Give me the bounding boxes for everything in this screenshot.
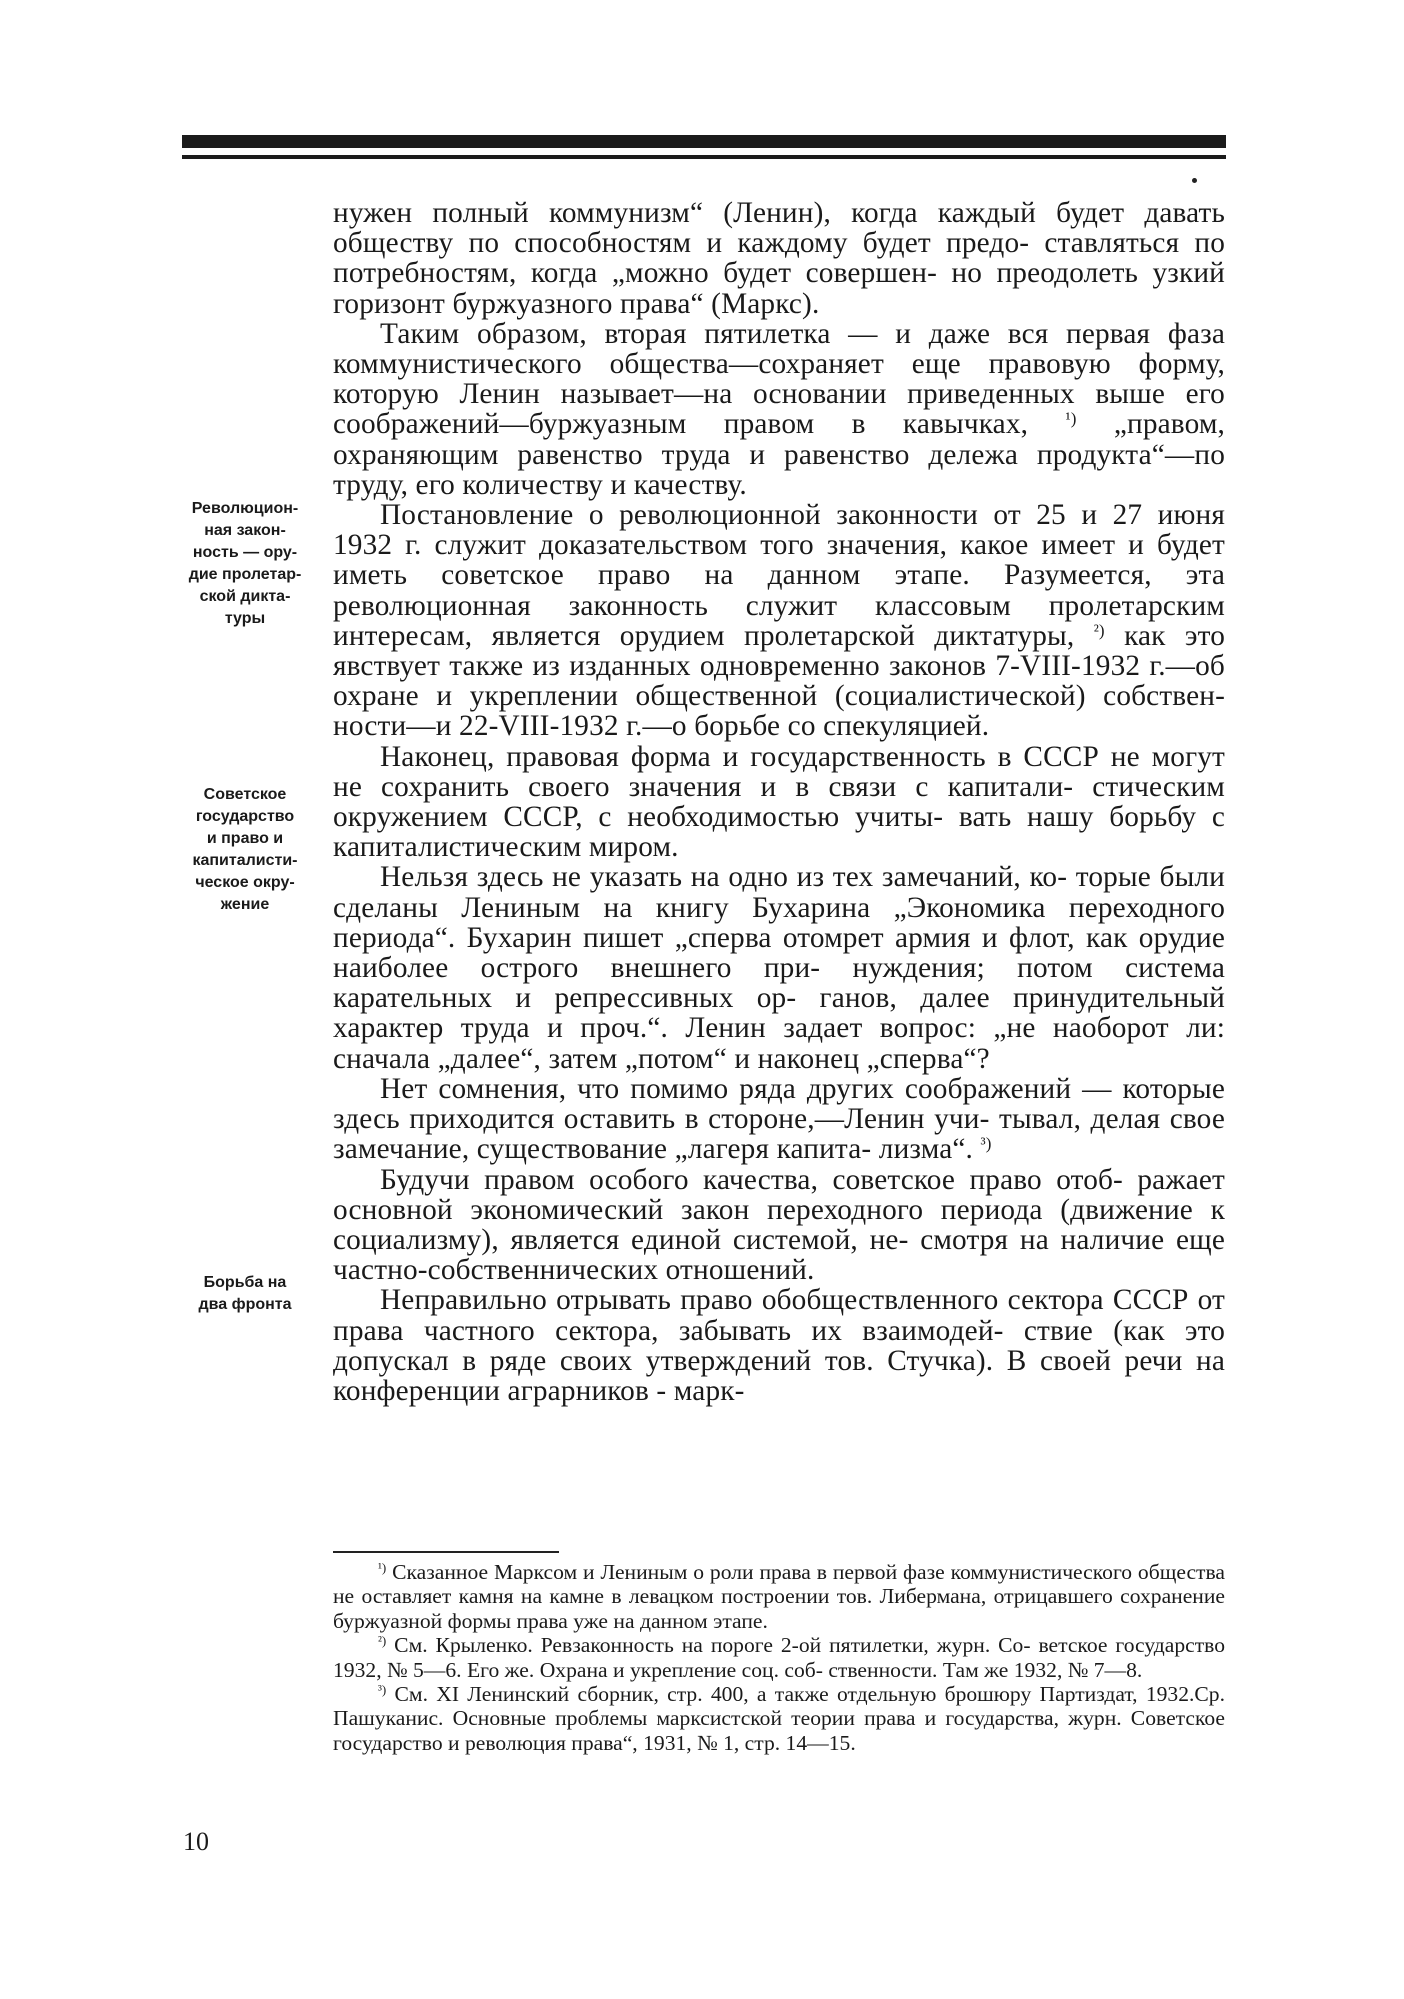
footnote-ref-1: ¹) xyxy=(1065,409,1077,429)
side-note-revolutionary-legality: Революцион- ная закон- ность — ору- дие пролетар- ской дикта- туры xyxy=(188,500,302,627)
paragraph-5: Нельзя здесь не указать на одно из тех замечаний, ко- торые были сделаны Лениным на книгу Бухарина „Экономика переходного периода“. Бухарин пишет „сперва отомрет армия и флот, как орудие наиболее острого внешнего при- нуждения; потом система карательных и репрессивных ор- ганов, далее принудительный характер труда и проч.“. Ленин задает вопрос: „не наоборот ли: сначала „далее“, затем „потом“ и наконец „сперва“? xyxy=(333,861,1226,1075)
header-rule-thin xyxy=(182,155,1226,159)
paragraph-6: Нет сомнения, что помимо ряда других соображений — которые здесь приходится оставить в стороне,—Ленин учи- тывал, делая свое замечание, существование „лагеря капита- лизма“. $^{^3)}$ xyxy=(333,1072,1225,1166)
footnote-separator xyxy=(333,1551,559,1553)
side-note-soviet-state: Советское государство и право и капиталисти- ческое окру- жение xyxy=(192,786,298,913)
footnote-2: $^{^2)}$ См. Крыленко. Ревзаконность на пороге 2-ой пятилетки, журн. Со- ветское государство 1932, № 5—6. Его же. Охрана и укрепление соц. соб- ственности. Там же 1932, № 7—8. xyxy=(333,1633,1226,1682)
paragraph-1: нужен полный коммунизм“ (Ленин), когда каждый будет давать обществу по способностям и каждому будет предо- ставляться по потребностям, когда „можно будет совершен- но преодолеть узкий горизонт буржуазного права“ (Маркс). xyxy=(333,197,1226,320)
footnote-ref-3: ³) xyxy=(980,1134,992,1154)
page-number: 10 xyxy=(183,1827,209,1856)
side-note-two-fronts: Борьба на два фронта xyxy=(198,1274,292,1313)
header-rule-thick xyxy=(182,135,1226,148)
footnote-1: $^{^1)}$ Сказанное Марксом и Лениным о роли права в первой фазе коммунистического общества не оставляет камня на камне в левацком построении тов. Либермана, отрицавшего сохранение буржуазной формы права уже на данном этапе. xyxy=(333,1560,1226,1633)
paragraph-7: Будучи правом особого качества, советское право отоб- ражает основной экономический закон переходного периода (движение к социализму), является единой системой, не- смотря на наличие еще частно-собственнических отношений. xyxy=(333,1163,1225,1287)
paragraph-3: Постановление о революционной законности от 25 и 27 июня 1932 г. служит доказательством того значения, какое имеет и будет иметь советское право на данном этапе. Разумеется, эта революционная законность служит классовым пролетарским интересам, является орудием пролетарской диктатуры, $^{^2)}$ как это явствует также из изданных одновременно законов 7-VIII-1932 г.—об охране и укреплении общественной (социалистической) собствен- ности—и 22-VIII-1932 г.—о борьбе со спекуляцией. xyxy=(333,499,1226,743)
main-text xyxy=(333,198,1225,1406)
paragraph-8: Неправильно отрывать право обобществленного сектора СССР от права частного сектора, забывать их взаимодей- ствие (как это допускал в ряде своих утверждений тов. Стучка). В своей речи на конференции аграрников - марк- xyxy=(333,1284,1225,1407)
print-speck xyxy=(1192,178,1197,183)
paragraph-2: Таким образом, вторая пятилетка — и даже вся первая фаза коммунистического общества—сохраняет еще правовую форму, которую Ленин называет—на основании приведенных выше его соображений—буржуазным правом в кавычках, $^{^1)}$ „правом, охраняющим равенство труда и равенство дележа продукта“—по труду, его количеству и качеству. xyxy=(333,317,1225,501)
paragraph-4: Наконец, правовая форма и государственность в СССР не могут не сохранить своего значения и в связи с капитали- стическим окружением СССР, с необходимостью учиты- вать нашу борьбу с капиталистическим миром. xyxy=(333,740,1225,864)
footnote-ref-2: ²) xyxy=(1093,620,1105,640)
footnote-3: $^{^3)}$ См. XI Ленинский сборник, стр. 400, а также отдельную брошюру Партиздат, 1932.Ср. Пашуканис. Основные проблемы марксистской теории права и государства, журн. Советское государство и революция права“, 1931, № 1, стр. 14—15. xyxy=(333,1682,1225,1755)
footnotes xyxy=(333,1560,1225,1755)
